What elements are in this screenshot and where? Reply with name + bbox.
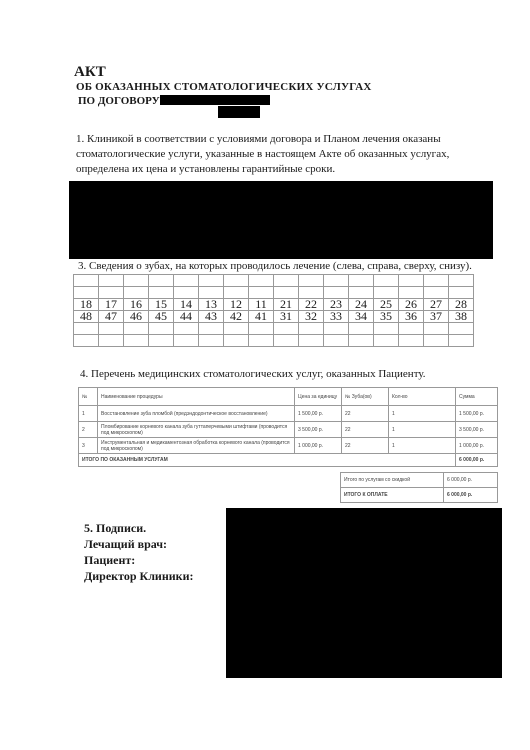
tooth-cell: 24 [349, 299, 374, 311]
director-signature-label: Директор Клиники: [84, 569, 194, 583]
signatures-heading: 5. Подписи. [84, 521, 147, 535]
row-sum: 1 000,00 р. [456, 438, 498, 454]
tooth-cell: 45 [149, 311, 174, 323]
redacted-signatures [226, 508, 502, 678]
col-qty-header: Кол-во [389, 388, 456, 406]
services-table [78, 387, 498, 467]
pay-value: 6 000,00 р. [444, 488, 498, 503]
payment-summary [340, 472, 498, 503]
row-tooth: 22 [342, 438, 389, 454]
tooth-cell: 22 [299, 299, 324, 311]
act-subtitle: ОБ ОКАЗАННЫХ СТОМАТОЛОГИЧЕСКИХ УСЛУГАХ [76, 81, 372, 93]
tooth-cell: 36 [399, 311, 424, 323]
tooth-cell: 12 [224, 299, 249, 311]
tooth-cell: 41 [249, 311, 274, 323]
row-number: 2 [79, 422, 98, 438]
col-number-header: № [79, 388, 98, 406]
tooth-cell: 33 [324, 311, 349, 323]
row-qty: 1 [389, 422, 456, 438]
section3-heading: 3. Сведения о зубах, на которых проводилось лечение (слева, справа, сверху, снизу). [78, 260, 472, 272]
row-price: 1 000,00 р. [295, 438, 342, 454]
tooth-cell: 28 [449, 299, 474, 311]
tooth-cell: 43 [199, 311, 224, 323]
row-price: 1 500,00 р. [295, 406, 342, 422]
patient-signature-label: Пациент: [84, 553, 136, 567]
tooth-cell: 23 [324, 299, 349, 311]
tooth-cell: 32 [299, 311, 324, 323]
doctor-signature-label: Лечащий врач: [84, 537, 168, 551]
discount-label: Итого по услугам со скидкой [341, 473, 444, 488]
teeth-empty-row [74, 275, 474, 287]
col-price-header: Цена за единицу [295, 388, 342, 406]
section1-text: 1. Клиникой в соответствии с условиями договора и Планом лечения оказаны стоматологические услуги, указанные в настоящем Акте об оказанных услугах, определена их цена и установлены гарантийные сроки. [76, 133, 450, 175]
teeth-chart [73, 274, 474, 347]
tooth-cell: 26 [399, 299, 424, 311]
services-total-row [79, 454, 498, 467]
services-header-row [79, 388, 498, 406]
section4-heading: 4. Перечень медицинских стоматологических услуг, оказанных Пациенту. [80, 368, 426, 380]
tooth-cell: 31 [274, 311, 299, 323]
pay-label: ИТОГО К ОПЛАТЕ [341, 488, 444, 503]
col-procedure-header: Наименование процедуры [98, 388, 295, 406]
table-row [79, 438, 498, 454]
col-tooth-header: № Зуба(ов) [342, 388, 389, 406]
tooth-cell: 16 [124, 299, 149, 311]
row-procedure: Инструментальная и медикаментозная обработка корневого канала (проводится под микроскопом) [98, 438, 295, 454]
tooth-cell: 21 [274, 299, 299, 311]
tooth-cell: 14 [174, 299, 199, 311]
tooth-cell: 48 [74, 311, 99, 323]
row-number: 1 [79, 406, 98, 422]
act-title: АКТ [74, 64, 106, 80]
total-value: 6 000,00 р. [456, 454, 498, 467]
tooth-cell: 37 [424, 311, 449, 323]
tooth-cell: 13 [199, 299, 224, 311]
tooth-cell: 44 [174, 311, 199, 323]
tooth-cell: 38 [449, 311, 474, 323]
tooth-cell: 15 [149, 299, 174, 311]
tooth-cell: 18 [74, 299, 99, 311]
tooth-cell: 11 [249, 299, 274, 311]
tooth-cell: 42 [224, 311, 249, 323]
teeth-lower-row [74, 311, 474, 323]
row-price: 3 500,00 р. [295, 422, 342, 438]
row-tooth: 22 [342, 406, 389, 422]
tooth-cell: 25 [374, 299, 399, 311]
teeth-empty-row [74, 335, 474, 347]
col-sum-header: Сумма [456, 388, 498, 406]
row-procedure: Пломбирование корневого канала зуба гуттаперчевыми штифтами (проводится под микроскопом) [98, 422, 295, 438]
tooth-cell: 27 [424, 299, 449, 311]
redacted-section2 [69, 181, 493, 259]
contract-line: ПО ДОГОВОРУ [78, 95, 160, 107]
row-tooth: 22 [342, 422, 389, 438]
table-row [79, 422, 498, 438]
redacted-contract-number [160, 95, 270, 105]
row-procedure: Восстановление зуба пломбой (предэндодонтическое восстановление) [98, 406, 295, 422]
discount-value: 6 000,00 р. [444, 473, 498, 488]
total-label: ИТОГО ПО ОКАЗАННЫМ УСЛУГАМ [79, 454, 456, 467]
discount-row [341, 473, 498, 488]
row-qty: 1 [389, 438, 456, 454]
tooth-cell: 35 [374, 311, 399, 323]
table-row [79, 406, 498, 422]
tooth-cell: 34 [349, 311, 374, 323]
tooth-cell: 46 [124, 311, 149, 323]
row-sum: 3 500,00 р. [456, 422, 498, 438]
tooth-cell: 17 [99, 299, 124, 311]
row-qty: 1 [389, 406, 456, 422]
row-sum: 1 500,00 р. [456, 406, 498, 422]
signatures-block [84, 520, 194, 584]
tooth-cell: 47 [99, 311, 124, 323]
redacted-contract-date [218, 106, 260, 118]
teeth-empty-row [74, 323, 474, 335]
row-number: 3 [79, 438, 98, 454]
pay-row [341, 488, 498, 503]
